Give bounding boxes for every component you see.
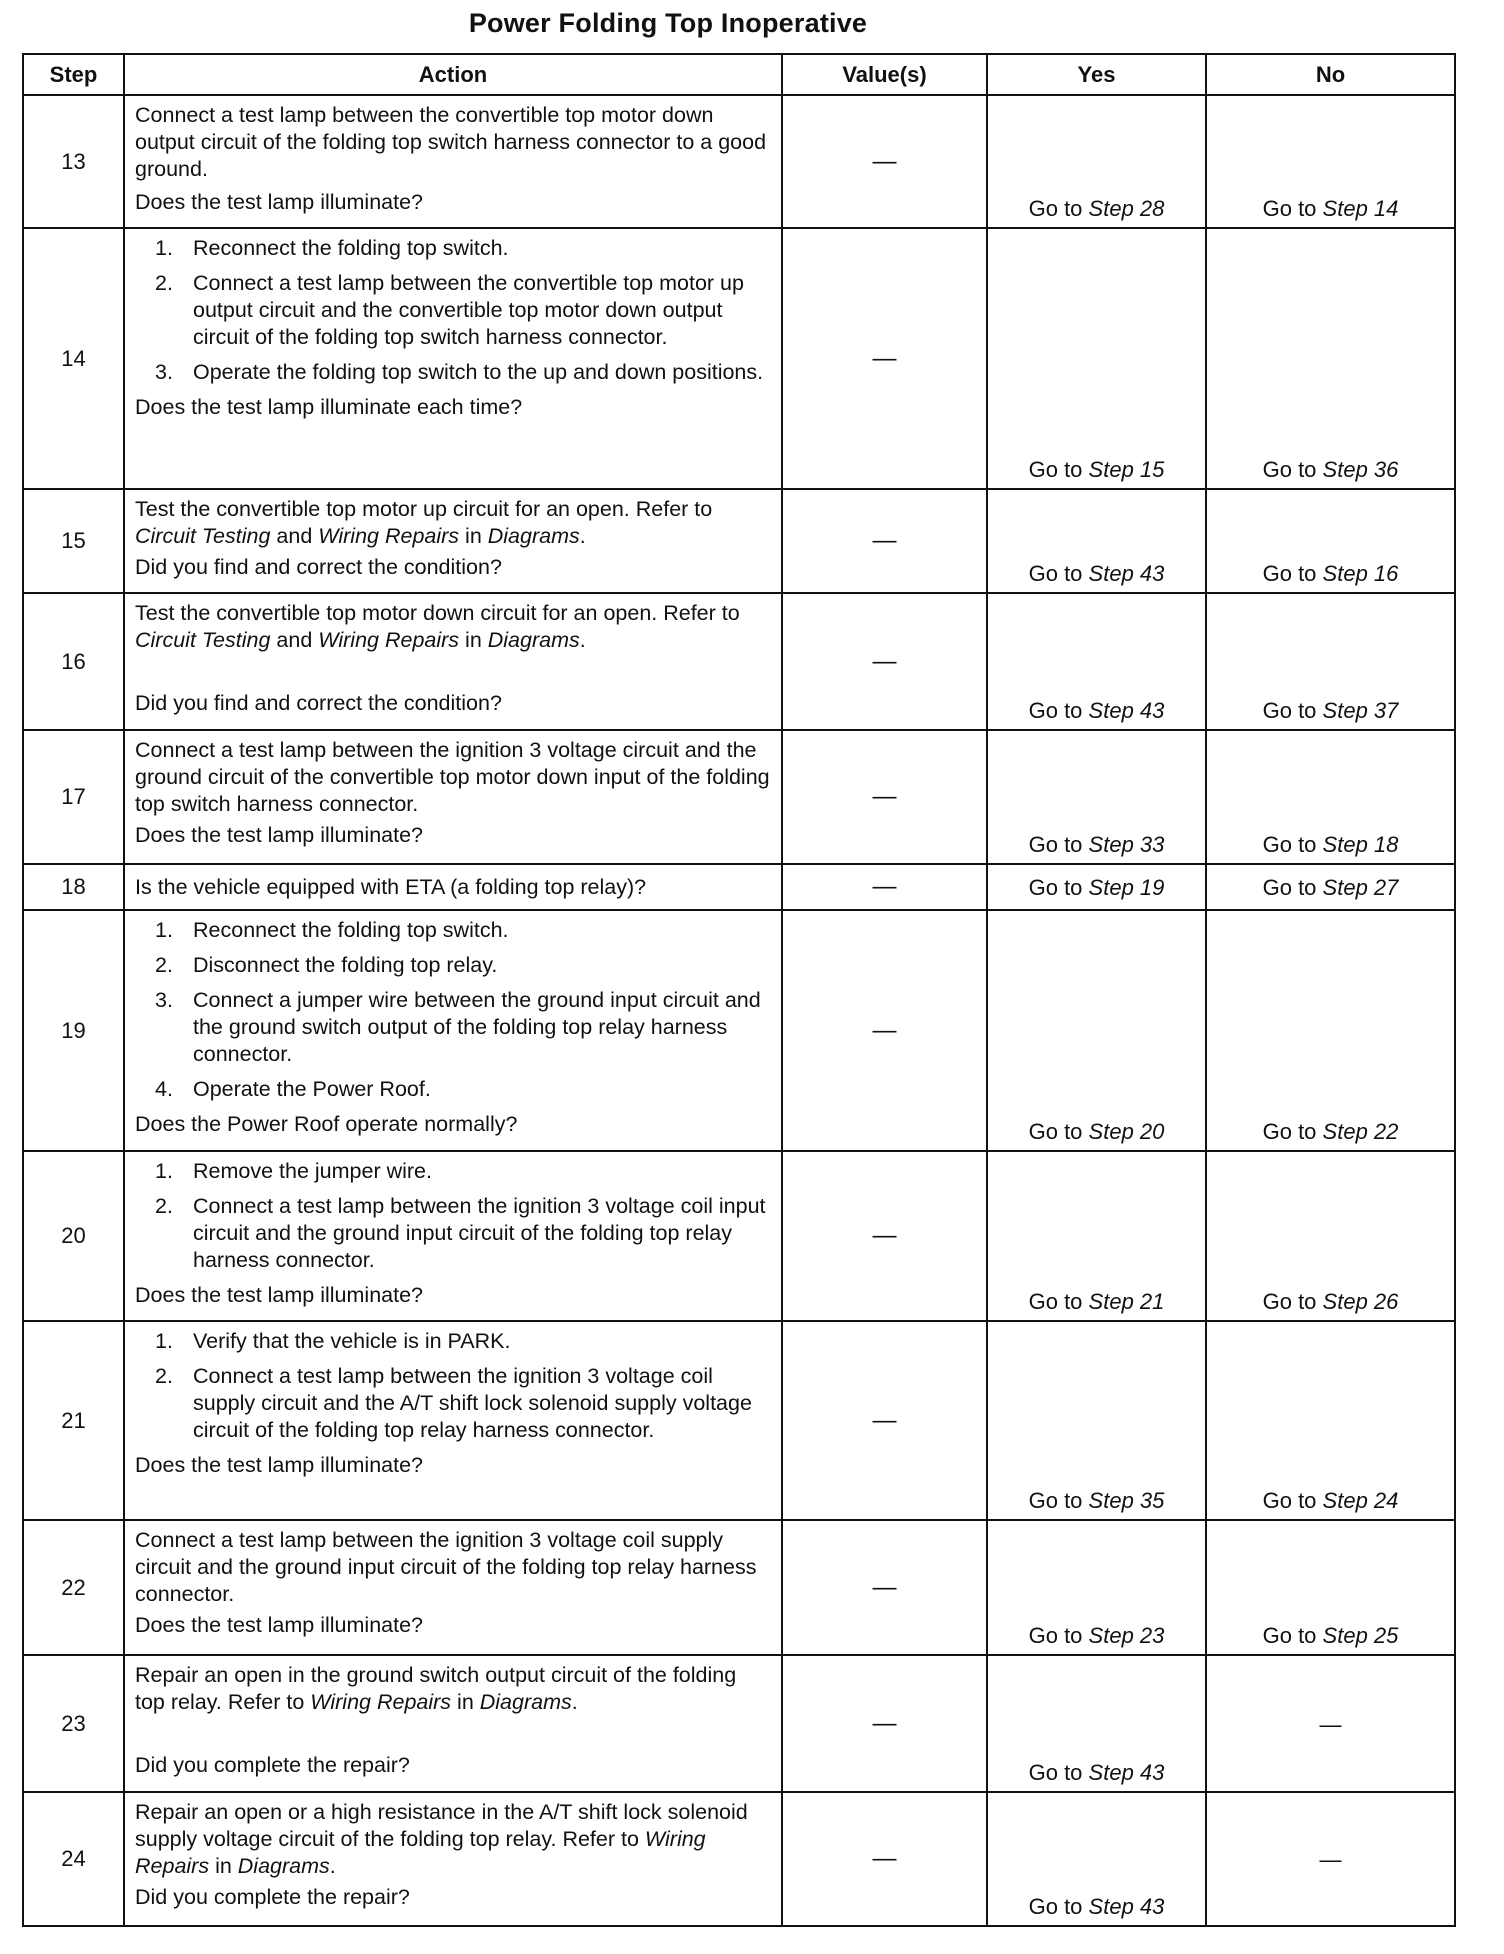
go-to-label: Go to (1262, 1488, 1317, 1513)
step-link: Step 37 (1322, 698, 1399, 723)
yes-cell (987, 1151, 1206, 1321)
no-cell (1206, 730, 1455, 864)
step-link: Step 43 (1088, 1894, 1165, 1919)
action-cell (124, 593, 782, 730)
action-cell (124, 730, 782, 864)
step-number: 20 (23, 1151, 124, 1321)
value-cell: — (782, 1520, 987, 1655)
go-to-label: Go to (1028, 561, 1083, 586)
step-number: 14 (23, 228, 124, 489)
no-cell (1206, 95, 1455, 228)
step-link: Step 20 (1088, 1119, 1165, 1144)
action-cell (124, 228, 782, 489)
go-to-label: Go to (1028, 1119, 1083, 1144)
question-text: Does the test lamp illuminate? (135, 1453, 424, 1477)
action-cell (124, 1655, 782, 1792)
step-link: Step 14 (1322, 196, 1399, 221)
action-text: Test the convertible top motor up circuit for an open. Refer to Circuit Testing and Wiring Repairs in Diagrams. (135, 497, 713, 548)
action-cell (124, 1520, 782, 1655)
column-header-no: No (1206, 54, 1455, 95)
question-text: Does the test lamp illuminate? (135, 1613, 424, 1637)
column-header-action: Action (124, 54, 782, 95)
action-cell (124, 1321, 782, 1520)
table-row (23, 1792, 1455, 1926)
table-row (23, 95, 1455, 228)
value-cell: — (782, 95, 987, 228)
question-text: Did you find and correct the condition? (135, 691, 502, 715)
list-item: 4. Operate the Power Roof. (155, 1077, 431, 1101)
go-to-label: Go to (1028, 1488, 1083, 1513)
question-text: Does the test lamp illuminate each time? (135, 395, 523, 419)
go-to-label: Go to (1028, 832, 1083, 857)
value-cell: — (782, 730, 987, 864)
table-row (23, 1655, 1455, 1792)
diagnostic-table (22, 53, 1456, 1927)
step-link: Step 43 (1088, 1760, 1165, 1785)
no-cell (1206, 489, 1455, 593)
go-to-label: Go to (1028, 1623, 1083, 1648)
value-cell: — (782, 1792, 987, 1926)
go-to-label: Go to (1262, 1289, 1317, 1314)
step-number: 23 (23, 1655, 124, 1792)
step-link: Step 21 (1088, 1289, 1165, 1314)
value-cell: — (782, 864, 987, 910)
step-number: 18 (23, 864, 124, 910)
value-cell: — (782, 1151, 987, 1321)
yes-cell (987, 95, 1206, 228)
go-to-label: Go to (1262, 196, 1317, 221)
value-cell: — (782, 910, 987, 1151)
go-to-label: Go to (1028, 698, 1083, 723)
yes-cell (987, 1792, 1206, 1926)
step-number: 22 (23, 1520, 124, 1655)
table-row (23, 910, 1455, 1151)
value-cell: — (782, 1655, 987, 1792)
yes-cell (987, 1520, 1206, 1655)
question-text: Is the vehicle equipped with ETA (a folding top relay)? (135, 874, 647, 899)
go-to-label: Go to (1028, 1289, 1083, 1314)
yes-cell (987, 489, 1206, 593)
question-text: Did you complete the repair? (135, 1753, 410, 1777)
yes-cell (987, 228, 1206, 489)
column-header-yes: Yes (987, 54, 1206, 95)
table-row (23, 1151, 1455, 1321)
step-link: Step 36 (1322, 457, 1399, 482)
table-row (23, 593, 1455, 730)
go-to-label: Go to (1262, 561, 1317, 586)
step-number: 24 (23, 1792, 124, 1926)
table-row (23, 489, 1455, 593)
table-row (23, 730, 1455, 864)
action-cell (124, 95, 782, 228)
step-link: Step 24 (1322, 1488, 1399, 1513)
go-to-label: Go to (1262, 457, 1317, 482)
action-cell (124, 1151, 782, 1321)
list-item: 1. Reconnect the folding top switch. (155, 918, 509, 942)
yes-cell (987, 593, 1206, 730)
yes-cell (987, 1321, 1206, 1520)
step-link: Step 35 (1088, 1488, 1165, 1513)
step-link: Step 28 (1088, 196, 1165, 221)
go-to-label: Go to (1028, 196, 1083, 221)
action-text: Repair an open or a high resistance in the A/T shift lock solenoid supply voltage circuit of the folding top relay. Refer to Wiring Repairs in Diagrams. (135, 1800, 748, 1878)
list-item: 1. Verify that the vehicle is in PARK. (155, 1329, 511, 1353)
value-cell: — (782, 489, 987, 593)
step-link: Step 43 (1088, 698, 1165, 723)
value-cell: — (782, 593, 987, 730)
yes-cell (987, 864, 1206, 910)
step-link: Step 15 (1088, 457, 1165, 482)
page-title: Power Folding Top Inoperative (468, 8, 868, 38)
table-row (23, 228, 1455, 489)
step-link: Step 25 (1322, 1623, 1399, 1648)
action-text: Connect a test lamp between the ignition 3 voltage circuit and the ground circuit of the convertible top motor down input of the folding top switch harness connector. (135, 738, 770, 816)
step-link: Step 33 (1088, 832, 1165, 857)
go-to-label: Go to (1262, 1119, 1317, 1144)
action-cell (124, 910, 782, 1151)
step-link: Step 18 (1322, 832, 1399, 857)
question-text: Does the test lamp illuminate? (135, 1283, 424, 1307)
table-row (23, 1321, 1455, 1520)
go-to-label: Go to (1028, 1894, 1083, 1919)
go-to-label: Go to (1262, 832, 1317, 857)
step-link: Step 27 (1322, 875, 1399, 900)
step-number: 16 (23, 593, 124, 730)
no-cell (1206, 1321, 1455, 1520)
no-cell (1206, 1151, 1455, 1321)
no-cell: — (1206, 1792, 1455, 1926)
go-to-label: Go to (1262, 698, 1317, 723)
step-link: Step 19 (1088, 875, 1165, 900)
no-cell (1206, 593, 1455, 730)
go-to-label: Go to (1262, 1623, 1317, 1648)
step-link: Step 26 (1322, 1289, 1399, 1314)
yes-cell (987, 1655, 1206, 1792)
no-cell (1206, 864, 1455, 910)
action-text: Connect a test lamp between the convertible top motor down output circuit of the folding top switch harness connector to a good ground. (135, 103, 767, 181)
table-row (23, 864, 1455, 910)
list-item: 2. Connect a test lamp between the convertible top motor up output circuit and the convertible top motor down output circuit of the folding top switch harness connector. (155, 271, 744, 349)
question-text: Does the Power Roof operate normally? (135, 1112, 518, 1136)
no-cell (1206, 1520, 1455, 1655)
question-text: Does the test lamp illuminate? (135, 190, 424, 214)
step-link: Step 22 (1322, 1119, 1399, 1144)
action-cell (124, 489, 782, 593)
action-text: Connect a test lamp between the ignition 3 voltage coil supply circuit and the ground input circuit of the folding top relay harness connector. (135, 1528, 757, 1606)
numbered-list (135, 1328, 771, 1444)
list-item: 3. Operate the folding top switch to the up and down positions. (155, 360, 764, 384)
step-link: Step 23 (1088, 1623, 1165, 1648)
question-text: Did you complete the repair? (135, 1885, 410, 1909)
question-text: Does the test lamp illuminate? (135, 823, 424, 847)
column-header-values: Value(s) (782, 54, 987, 95)
go-to-label: Go to (1028, 875, 1083, 900)
value-cell: — (782, 228, 987, 489)
no-cell (1206, 910, 1455, 1151)
list-item: 1. Remove the jumper wire. (155, 1159, 432, 1183)
header-row (23, 54, 1455, 95)
no-cell: — (1206, 1655, 1455, 1792)
step-number: 15 (23, 489, 124, 593)
list-item: 3. Connect a jumper wire between the ground input circuit and the ground switch output of the folding top relay harness connector. (155, 988, 761, 1066)
table-row (23, 1520, 1455, 1655)
go-to-label: Go to (1028, 1760, 1083, 1785)
numbered-list (135, 1158, 771, 1274)
action-text: Test the convertible top motor down circuit for an open. Refer to Circuit Testing and Wiring Repairs in Diagrams. (135, 601, 740, 652)
list-item: 2. Connect a test lamp between the ignition 3 voltage coil supply circuit and the A/T shift lock solenoid supply voltage circuit of the folding top relay harness connector. (155, 1364, 752, 1442)
numbered-list (135, 235, 771, 386)
column-header-step: Step (23, 54, 124, 95)
step-link: Step 43 (1088, 561, 1165, 586)
step-number: 19 (23, 910, 124, 1151)
numbered-list (135, 917, 771, 1103)
action-cell (124, 864, 782, 910)
question-text: Did you find and correct the condition? (135, 555, 502, 579)
yes-cell (987, 730, 1206, 864)
go-to-label: Go to (1262, 875, 1317, 900)
list-item: 2. Disconnect the folding top relay. (155, 953, 498, 977)
step-number: 17 (23, 730, 124, 864)
step-link: Step 16 (1322, 561, 1399, 586)
action-cell (124, 1792, 782, 1926)
yes-cell (987, 910, 1206, 1151)
step-number: 21 (23, 1321, 124, 1520)
step-number: 13 (23, 95, 124, 228)
go-to-label: Go to (1028, 457, 1083, 482)
no-cell (1206, 228, 1455, 489)
list-item: 1. Reconnect the folding top switch. (155, 236, 509, 260)
action-text: Repair an open in the ground switch output circuit of the folding top relay. Refer to Wiring Repairs in Diagrams. (135, 1663, 737, 1714)
list-item: 2. Connect a test lamp between the ignition 3 voltage coil input circuit and the ground input circuit of the folding top relay harness connector. (155, 1194, 766, 1272)
value-cell: — (782, 1321, 987, 1520)
